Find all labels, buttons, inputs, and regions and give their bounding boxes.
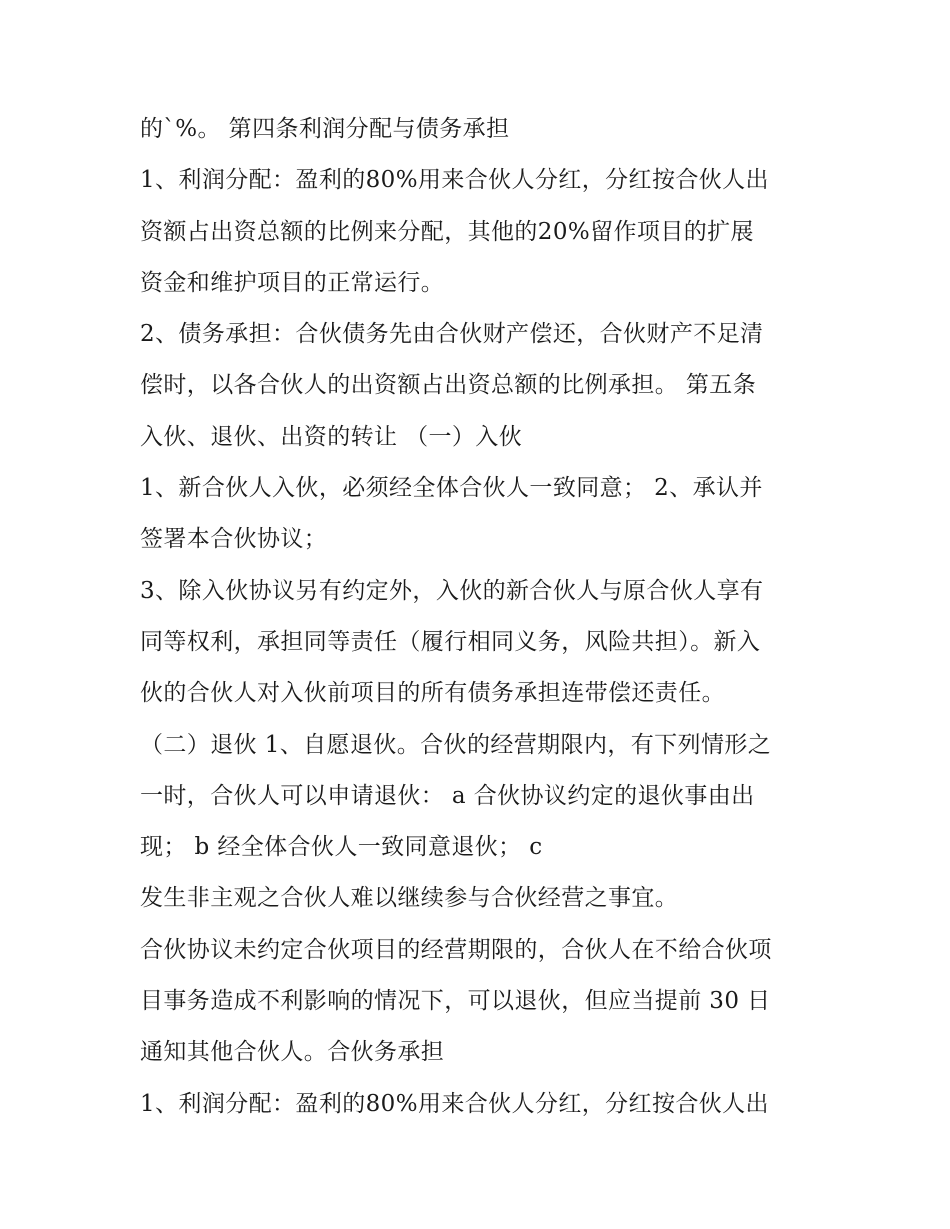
text-line: 合伙协议未约定合伙项目的经营期限的，合伙人在不给合伙项: [140, 936, 772, 963]
document-body: [140, 104, 840, 1130]
text-line: 目事务造成不利影响的情况下，可以退伙，但应当提前 30 日: [140, 988, 771, 1015]
text-line: 的`%。 第四条利润分配与债务承担: [140, 116, 510, 142]
text-line: 1、利润分配：盈利的80%用来合伙人分红，分红按合伙人出: [140, 1090, 769, 1117]
text-line: 1、利润分配：盈利的80%用来合伙人分红，分红按合伙人出: [140, 167, 769, 194]
text-line: 伙的合伙人对入伙前项目的所有债务承担连带偿还责任。: [140, 680, 725, 707]
text-line: 3、除入伙协议另有约定外，入伙的新合伙人与原合伙人享有: [140, 577, 764, 604]
text-line: 同等权利，承担同等责任（履行相同义务，风险共担）。新入: [140, 628, 761, 655]
text-line: 入伙、退伙、出资的转让 （一）入伙: [140, 423, 523, 450]
text-line: 发生非主观之合伙人难以继续参与合伙经营之事宜。: [140, 885, 679, 912]
text-line: 资金和维护项目的正常运行。: [140, 269, 445, 296]
text-line: 2、债务承担：合伙债务先由合伙财产偿还，合伙财产不足清: [140, 321, 764, 348]
text-line: 一时，合伙人可以申请退伙： a 合伙协议约定的退伙事由出: [140, 782, 755, 809]
text-line: （二）退伙 1、自愿退伙。合伙的经营期限内，有下列情形之: [140, 731, 772, 758]
text-line: 资额占出资总额的比例来分配，其他的20%留作项目的扩展: [140, 218, 754, 245]
text-line: 偿时，以各合伙人的出资额占出资总额的比例承担。 第五条: [140, 372, 757, 399]
text-line: 签署本合伙协议；: [140, 526, 328, 553]
text-line: 1、新合伙人入伙，必须经全体合伙人一致同意； 2、承认并: [140, 475, 763, 502]
text-line: 现； b 经全体合伙人一致同意退伙； c: [140, 834, 543, 861]
text-line: 通知其他合伙人。合伙务承担: [140, 1039, 445, 1066]
